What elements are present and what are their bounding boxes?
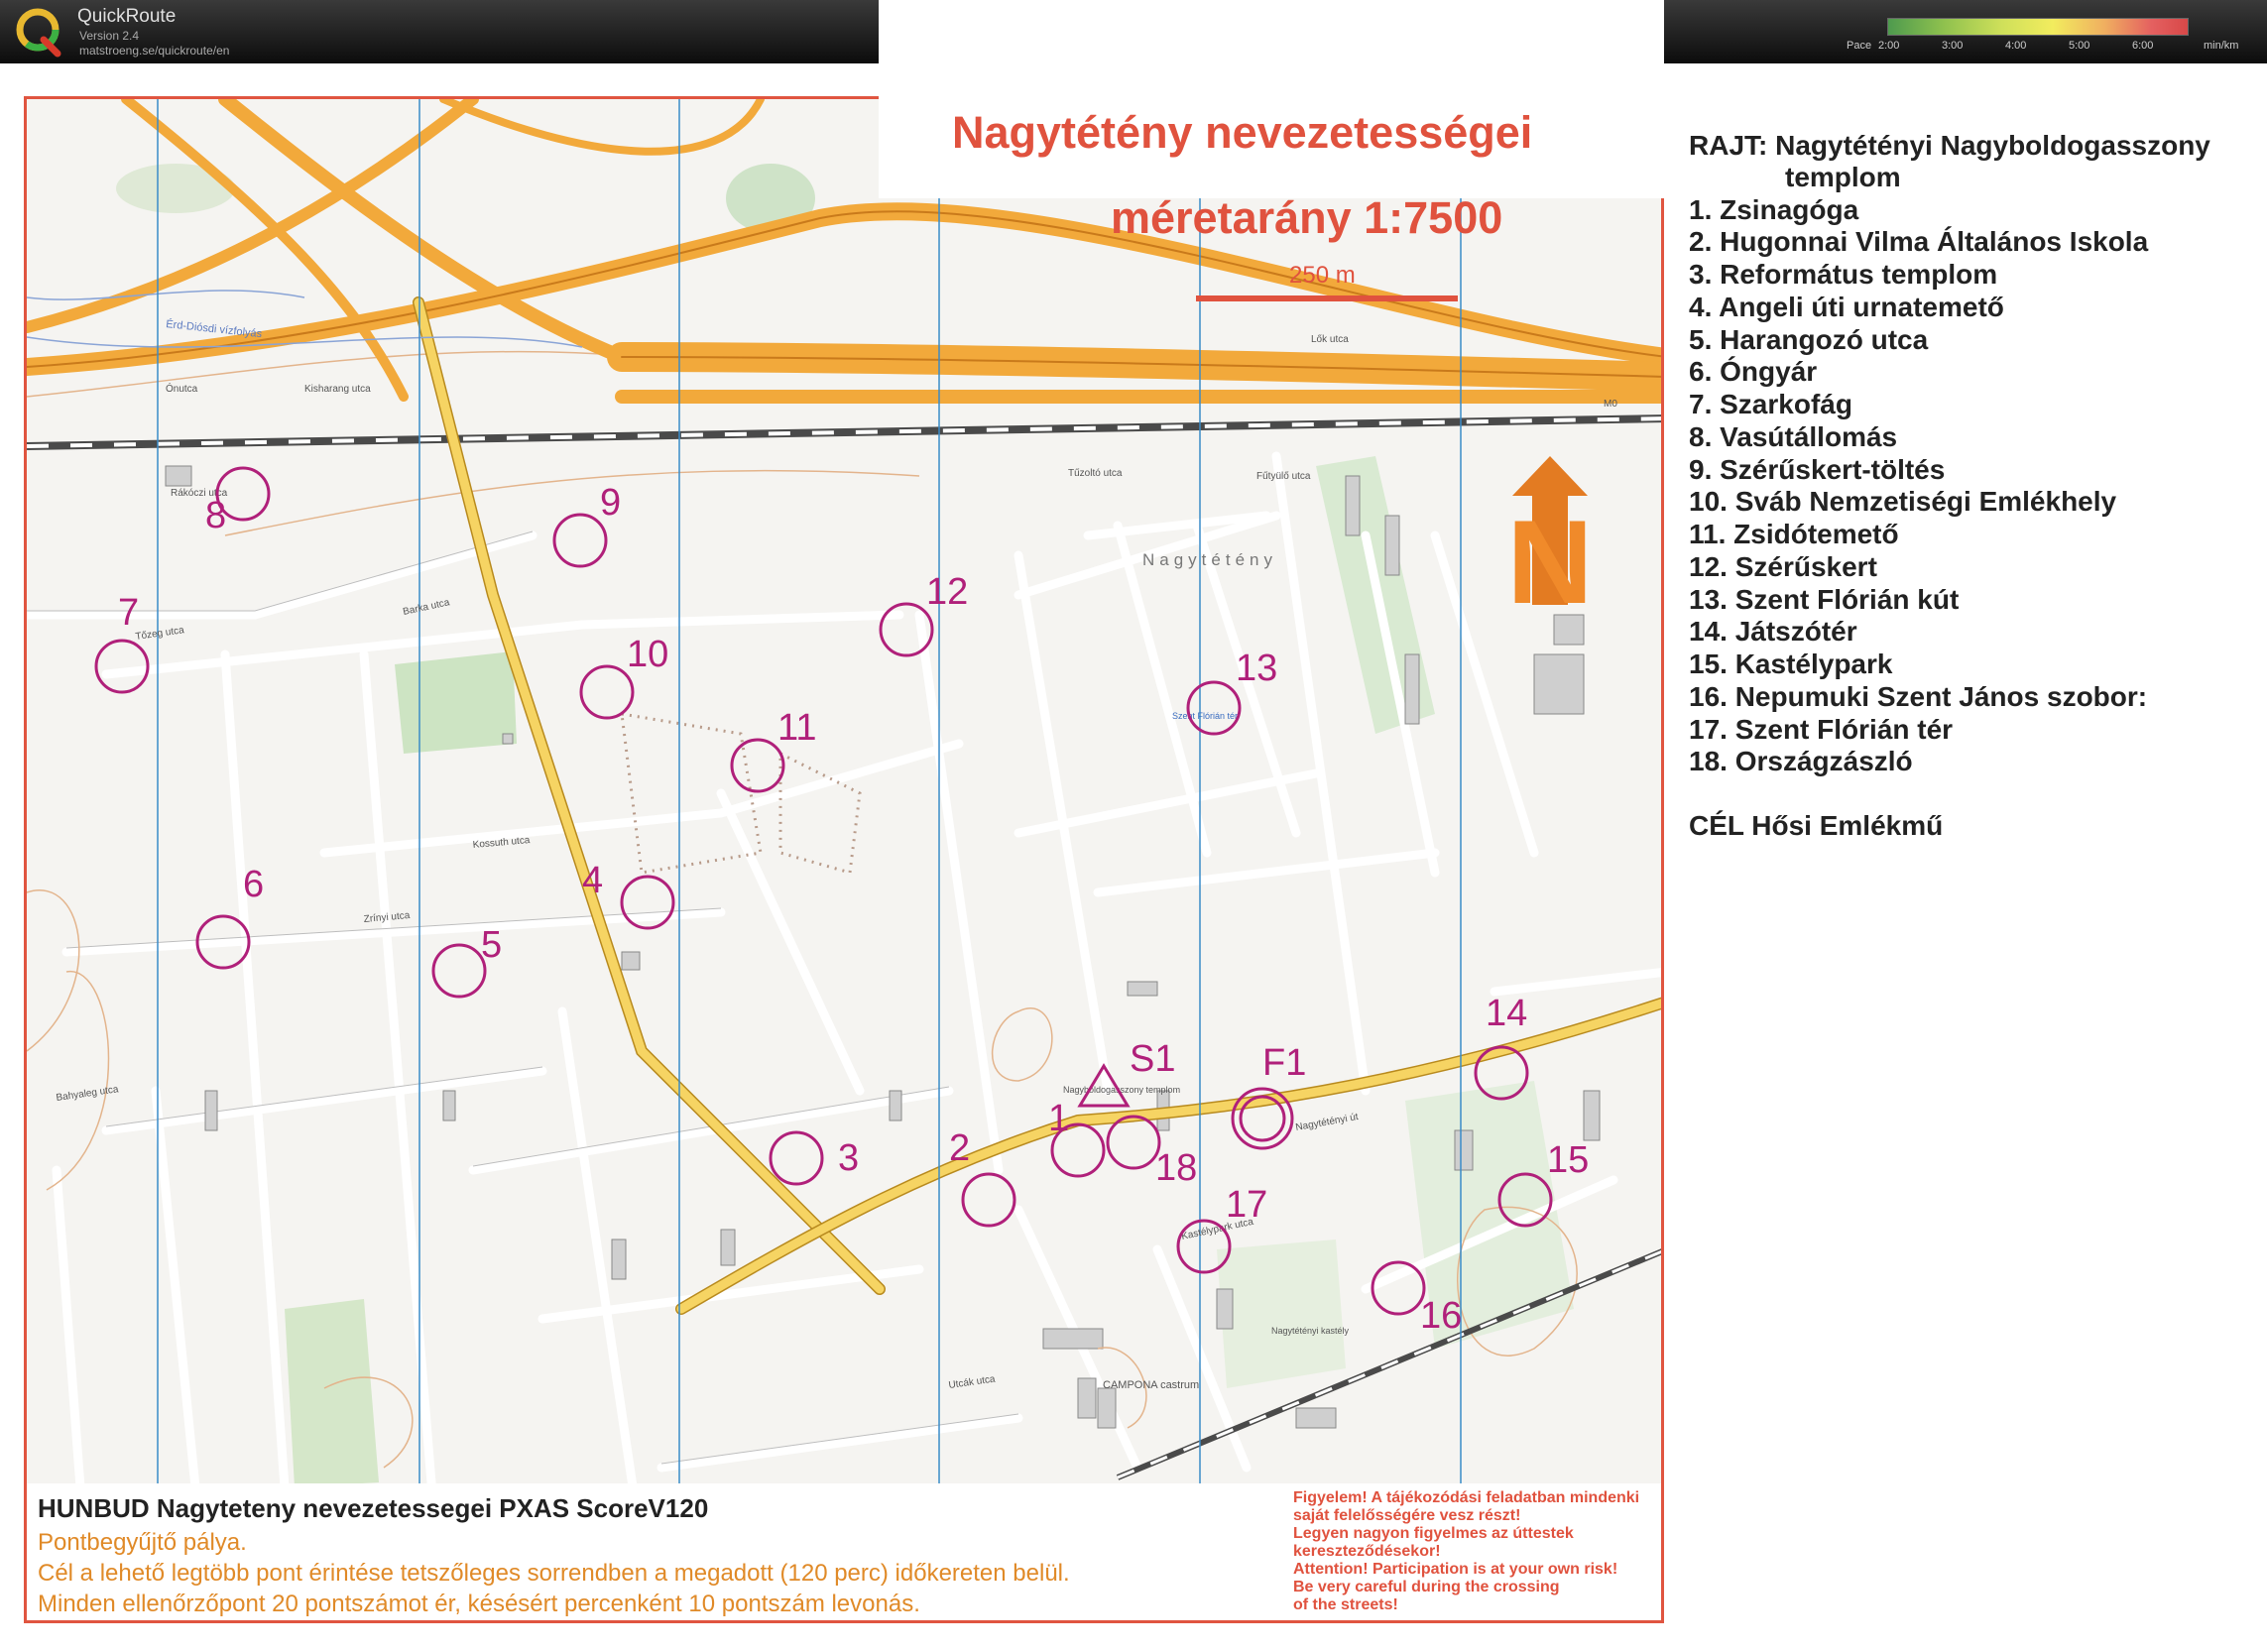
legend-item: 16. Nepumuki Szent János szobor:	[1689, 681, 2148, 712]
control-3[interactable]	[771, 1132, 859, 1184]
control-number: 12	[926, 571, 969, 613]
street-label: Nagytétényi út	[1294, 1112, 1360, 1133]
street-label: Fűtyülő utca	[1256, 471, 1311, 482]
legend-item: 5. Harangozó utca	[1689, 324, 1929, 355]
map-place-name: Nagytétény	[1142, 550, 1277, 569]
legend-item: 2. Hugonnai Vilma Általános Iskola	[1689, 226, 2149, 257]
app-name: QuickRoute	[77, 6, 177, 27]
legend-item: 15. Kastélypark	[1689, 649, 1893, 679]
course-description: Pontbegyűjtő pálya.	[38, 1529, 247, 1556]
warning-text: saját felelősségére vesz részt!	[1293, 1507, 1521, 1524]
legend-item: 3. Református templom	[1689, 259, 1998, 290]
control-number: 9	[600, 482, 622, 524]
control-number: 6	[243, 864, 265, 905]
quickroute-logo-icon	[14, 4, 63, 58]
map-labels	[56, 317, 1617, 1391]
course-description: Minden ellenőrzőpont 20 pontszámot ér, késésért percenként 10 pontszám levonás.	[38, 1591, 920, 1617]
control-number: 4	[582, 860, 604, 901]
control-number: 8	[205, 495, 227, 536]
pace-tick: 6:00	[2132, 40, 2154, 52]
control-circle[interactable]	[581, 666, 633, 718]
street-label: Érd-Diósdi vízfolyás	[165, 318, 263, 341]
street-label: M0	[1604, 399, 1617, 410]
control-number: 7	[118, 592, 140, 634]
open-land	[622, 714, 860, 873]
control-circle[interactable]	[732, 740, 783, 791]
minor-streets	[27, 456, 1664, 1567]
legend-item: 11. Zsidótemető	[1689, 519, 1899, 549]
street-label: Kisharang utca	[304, 384, 371, 395]
street-label: Lők utca	[1311, 334, 1349, 345]
app-version: Version 2.4	[79, 29, 140, 43]
legend-item: 8. Vasútállomás	[1689, 421, 1898, 452]
street-label: Zrínyi utca	[363, 909, 411, 925]
control-circle[interactable]	[554, 515, 606, 566]
street-label: Nagytétényi kastély	[1271, 1326, 1350, 1336]
start-label: S1	[1130, 1038, 1176, 1080]
warning-text: Be very careful during the crossing	[1293, 1579, 1560, 1595]
pace-tick: 4:00	[2005, 40, 2027, 52]
warning-text: Figyelem! A tájékozódási feladatban mindenki	[1293, 1489, 1640, 1506]
map-canvas[interactable]	[27, 99, 1664, 1623]
pace-tick: 5:00	[2069, 40, 2090, 52]
legend-start-cont: templom	[1785, 162, 1901, 192]
control-number: 13	[1236, 648, 1278, 689]
warning-text: kereszteződésekor!	[1293, 1543, 1441, 1560]
map-title: Nagytétény nevezetességei	[952, 107, 1533, 158]
control-number: 11	[777, 707, 817, 749]
legend-item: 10. Sváb Nemzetiségi Emlékhely	[1689, 486, 2117, 517]
legend-item: 18. Országzászló	[1689, 746, 1913, 776]
orienteering-map[interactable]	[24, 96, 1664, 1623]
finish-label: F1	[1262, 1042, 1307, 1084]
legend-item: 6. Óngyár	[1689, 356, 1818, 387]
legend-item: 4. Angeli úti urnatemető	[1689, 292, 2004, 322]
control-18[interactable]	[1108, 1117, 1197, 1189]
street-label: Tőzeg utca	[134, 625, 185, 643]
control-number: 17	[1226, 1184, 1268, 1226]
legend-item: 9. Szérűskert-töltés	[1689, 454, 1946, 485]
control-5[interactable]	[433, 924, 502, 997]
control-number: 15	[1547, 1139, 1590, 1181]
street-label: Szent Flórián tér	[1172, 711, 1239, 721]
street-label: Bahyaleg utca	[55, 1084, 120, 1104]
control-8[interactable]	[205, 468, 269, 536]
street-label: Nagyboldogasszony templom	[1063, 1085, 1181, 1095]
control-10[interactable]	[581, 634, 668, 718]
map-scale: méretarány 1:7500	[1111, 192, 1503, 243]
legend-item: 1. Zsinagóga	[1689, 194, 1859, 225]
street-label: Kastélypark utca	[1180, 1216, 1254, 1242]
control-1[interactable]	[1048, 1098, 1104, 1176]
legend-item: 13. Szent Flórián kút	[1689, 584, 1960, 615]
control-circle[interactable]	[1108, 1117, 1159, 1168]
app-url[interactable]: matstroeng.se/quickroute/en	[79, 44, 230, 58]
pace-tick: 2:00	[1878, 40, 1900, 52]
street-label: Ónutca	[166, 384, 198, 395]
north-arrow-icon	[1507, 456, 1594, 629]
control-circle[interactable]	[963, 1174, 1014, 1226]
scale-bar	[1196, 295, 1458, 301]
legend-item: 17. Szent Flórián tér	[1689, 714, 1954, 745]
warning-text: of the streets!	[1293, 1596, 1398, 1613]
control-circle[interactable]	[433, 945, 485, 997]
street-label: Barka utca	[402, 597, 451, 618]
control-number: 5	[481, 924, 503, 966]
legend-start: RAJT: Nagytétényi Nagyboldogasszony	[1689, 130, 2210, 161]
legend-finish: CÉL Hősi Emlékmű	[1689, 810, 1944, 841]
warning-text: Attention! Participation is at your own risk!	[1293, 1561, 1618, 1578]
street-label: Utcák utca	[947, 1373, 997, 1391]
pace-label: Pace	[1847, 40, 1872, 52]
control-number: 16	[1420, 1295, 1463, 1337]
control-circle[interactable]	[771, 1132, 822, 1184]
legend-item: 7. Szarkofág	[1689, 389, 1852, 419]
control-number: 3	[838, 1137, 860, 1179]
control-number: 2	[949, 1127, 971, 1169]
control-6[interactable]	[197, 864, 264, 968]
scale-bar-label: 250 m	[1289, 262, 1356, 289]
pace-tick: 3:00	[1942, 40, 1964, 52]
control-9[interactable]	[554, 482, 621, 566]
legend-item: 12. Szérűskert	[1689, 551, 1877, 582]
street-label: CAMPONA castrum	[1103, 1379, 1200, 1391]
street-label: Kossuth utca	[472, 834, 531, 851]
legend-item: 14. Játszótér	[1689, 616, 1857, 647]
control-circle[interactable]	[1188, 682, 1240, 734]
street-label: Rákóczi utca	[171, 488, 228, 499]
pace-color-scale	[1887, 18, 2189, 36]
course-description: Cél a lehető legtöbb pont érintése tetszőleges sorrendben a megadott (120 perc) időkereten belül.	[38, 1560, 1070, 1587]
course-title: HUNBUD Nagyteteny nevezetessegei PXAS ScoreV120	[38, 1493, 709, 1523]
control-number: 14	[1486, 993, 1528, 1034]
control-number: 10	[627, 634, 669, 675]
pace-unit: min/km	[2204, 40, 2239, 52]
street-label: Tűzoltó utca	[1068, 468, 1123, 479]
title-background	[879, 0, 1664, 198]
warning-text: Legyen nagyon figyelmes az úttestek	[1293, 1525, 1574, 1542]
svg-text:N: N	[1506, 496, 1594, 629]
control-number: 18	[1155, 1147, 1198, 1189]
control-number: 1	[1048, 1098, 1070, 1139]
